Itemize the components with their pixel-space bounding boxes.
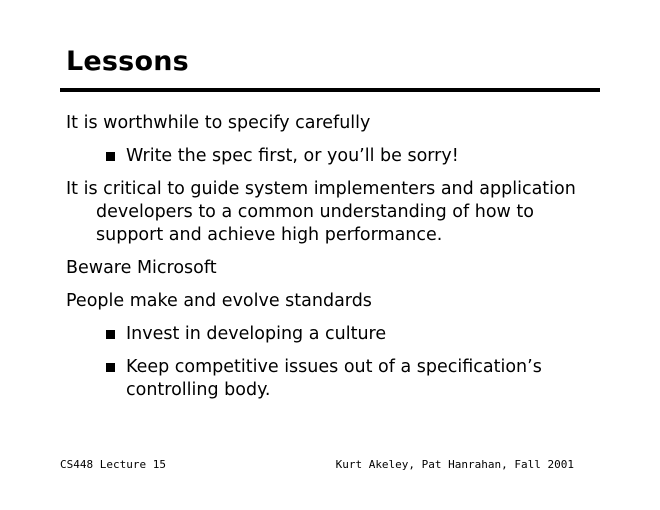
sub-bullet-point xyxy=(66,323,596,346)
footer-authors: Kurt Akeley, Pat Hanrahan, Fall 2001 xyxy=(335,458,574,471)
bullet-point: People make and evolve standards xyxy=(66,291,372,311)
sub-bullet-point xyxy=(66,356,596,402)
sub-bullet-point xyxy=(66,145,596,168)
square-bullet-icon xyxy=(106,152,115,161)
sub-bullet-text: Invest in developing a culture xyxy=(126,324,387,344)
square-bullet-icon xyxy=(106,363,115,372)
bullet-point: It is critical to guide system implementers and application developers to a common understanding of how to support and achieve high performance. xyxy=(66,179,576,245)
bullet-point: It is worthwhile to specify carefully xyxy=(66,113,371,133)
footer-course: CS448 Lecture 15 xyxy=(60,458,166,471)
slide-body xyxy=(66,112,596,402)
title-divider xyxy=(60,88,600,92)
sub-bullet-text: Write the spec first, or you’ll be sorry! xyxy=(126,146,459,166)
slide-title: Lessons xyxy=(66,46,189,77)
sub-bullet-text: Keep competitive issues out of a specification’s controlling body. xyxy=(126,357,542,400)
bullet-point: Beware Microsoft xyxy=(66,258,217,278)
square-bullet-icon xyxy=(106,330,115,339)
